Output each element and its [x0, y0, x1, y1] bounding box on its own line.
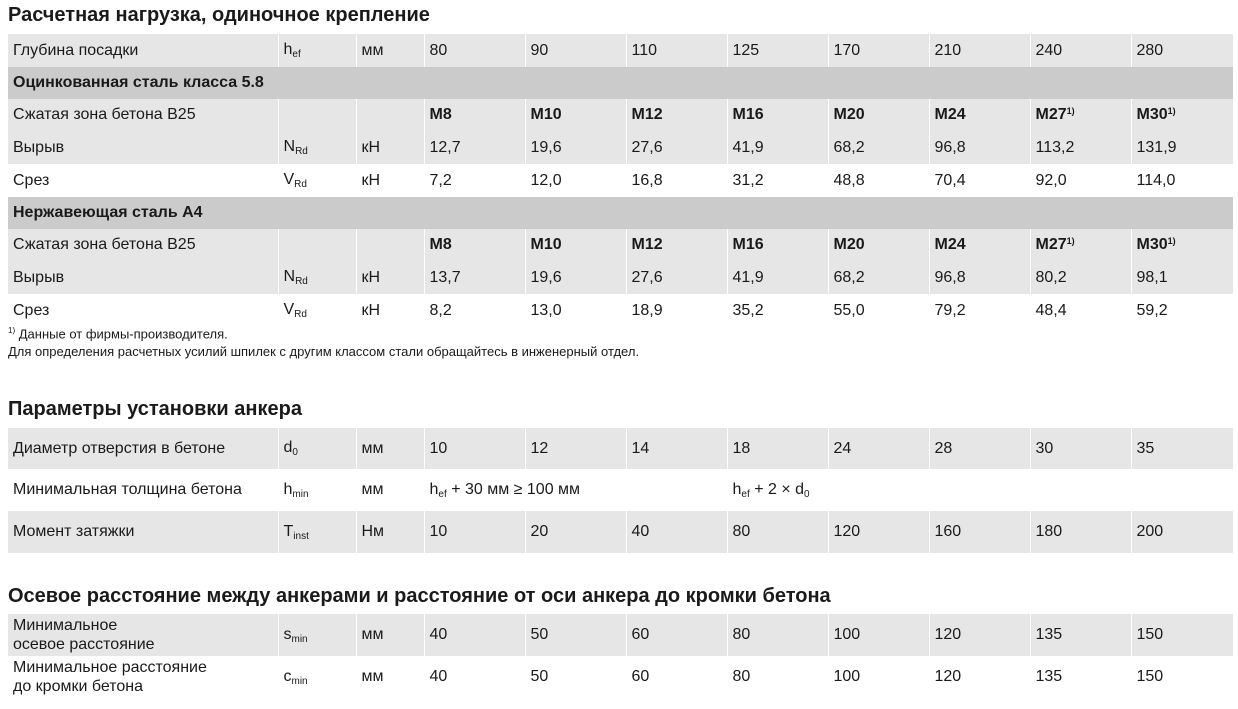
size-cell: M24	[929, 229, 1030, 261]
unit: кН	[356, 164, 424, 197]
thickness-row	[8, 469, 1233, 511]
cell: 59,2	[1131, 294, 1233, 327]
row-label: Вырыв	[8, 261, 278, 294]
cell: 80	[727, 511, 828, 553]
row-label: Минимальное осевое расстояние	[8, 614, 278, 656]
cell: 35,2	[727, 294, 828, 327]
cell: 200	[1131, 511, 1233, 553]
cell: 114,0	[1131, 164, 1233, 197]
formula-cell: $h_{ef} + 30$ мм ≥ 100 мм	[424, 469, 727, 511]
cell: 19,6	[525, 131, 626, 164]
note: Для определения расчетных усилий шпилек с другим классом стали обращайтесь в инженерный отдел.	[8, 344, 640, 359]
cell: 10	[424, 428, 525, 469]
symbol: $N_{Rd}$	[278, 131, 356, 164]
cell: 150	[1131, 614, 1233, 656]
footnote-mark: 1)	[1066, 236, 1075, 246]
section-header-galvanized	[8, 67, 1233, 99]
cell: 80	[727, 656, 828, 698]
row-label: Минимальное расстояние до кромки бетона	[8, 656, 278, 698]
cell: 68,2	[828, 131, 929, 164]
cell: 40	[424, 614, 525, 656]
cell: 80,2	[1030, 261, 1131, 294]
footnote-mark: 1)	[1167, 236, 1176, 246]
cell: 12	[525, 428, 626, 469]
row-label: Момент затяжки	[8, 511, 278, 553]
cell: 113,2	[1030, 131, 1131, 164]
cell: 120	[828, 511, 929, 553]
cell: 16,8	[626, 164, 727, 197]
size-cell: M27$^{1)}$	[1030, 99, 1131, 131]
cell: 18,9	[626, 294, 727, 327]
unit: мм	[356, 469, 424, 511]
cell: 35	[1131, 428, 1233, 469]
size-cell: M10	[525, 229, 626, 261]
cell: 60	[626, 614, 727, 656]
row-label: Срез	[8, 164, 278, 197]
size-cell: M30$^{1)}$	[1131, 229, 1233, 261]
cell: 28	[929, 428, 1030, 469]
depth-row	[8, 34, 1233, 67]
symbol: $s_{min}$	[278, 614, 356, 656]
size-cell: M8	[424, 229, 525, 261]
load-table	[8, 34, 1233, 327]
footnote-mark: 1)	[1066, 106, 1075, 116]
row-label: Срез	[8, 294, 278, 327]
cell: 98,1	[1131, 261, 1233, 294]
formula-cell: $h_{ef} + 2 \times d_0$	[727, 469, 1233, 511]
unit: мм	[356, 428, 424, 469]
section-title-spacing: Осевое расстояние между анкерами и расстояние от оси анкера до кромки бетона	[8, 585, 831, 607]
edge-row	[8, 656, 1233, 698]
row-label: Вырыв	[8, 131, 278, 164]
symbol: $N_{Rd}$	[278, 261, 356, 294]
symbol	[278, 99, 356, 131]
unit: кН	[356, 294, 424, 327]
unit: Нм	[356, 511, 424, 553]
cell: 48,8	[828, 164, 929, 197]
pull-row-galvanized	[8, 131, 1233, 164]
unit: кН	[356, 261, 424, 294]
size-cell: M8	[424, 99, 525, 131]
unit: мм	[356, 614, 424, 656]
cell: 135	[1030, 614, 1131, 656]
cell: 27,6	[626, 261, 727, 294]
torque-row	[8, 511, 1233, 553]
unit	[356, 99, 424, 131]
spacing-table	[8, 614, 1233, 698]
cell: 92,0	[1030, 164, 1131, 197]
size-cell: M30$^{1)}$	[1131, 99, 1233, 131]
cell: 80	[424, 34, 525, 67]
cell: 180	[1030, 511, 1131, 553]
cell: 27,6	[626, 131, 727, 164]
row-label: Минимальная толщина бетона	[8, 469, 278, 511]
unit: мм	[356, 34, 424, 67]
size-cell: M20	[828, 99, 929, 131]
cell: 110	[626, 34, 727, 67]
size-cell: M16	[727, 229, 828, 261]
cell: 80	[727, 614, 828, 656]
cell: 55,0	[828, 294, 929, 327]
footnote: $^{1)}$ Данные от фирмы-производителя.	[8, 326, 228, 342]
size-cell: M27$^{1)}$	[1030, 229, 1131, 261]
row-label: Глубина посадки	[8, 34, 278, 67]
row-label: Сжатая зона бетона В25	[8, 99, 278, 131]
cell: 120	[929, 614, 1030, 656]
symbol: $h_{ef}$	[278, 34, 356, 67]
cell: 41,9	[727, 131, 828, 164]
cell: 48,4	[1030, 294, 1131, 327]
cell: 100	[828, 614, 929, 656]
cell: 31,2	[727, 164, 828, 197]
hole-row	[8, 428, 1233, 469]
section-title-load: Расчетная нагрузка, одиночное крепление	[8, 4, 430, 26]
section-title-install: Параметры установки анкера	[8, 398, 302, 420]
cell: 41,9	[727, 261, 828, 294]
cell: 79,2	[929, 294, 1030, 327]
cell: 40	[424, 656, 525, 698]
cell: 60	[626, 656, 727, 698]
cell: 20	[525, 511, 626, 553]
cell: 50	[525, 656, 626, 698]
symbol: $V_{Rd}$	[278, 164, 356, 197]
symbol: $T_{inst}$	[278, 511, 356, 553]
size-cell: M24	[929, 99, 1030, 131]
shear-row-stainless	[8, 294, 1233, 327]
symbol: $c_{min}$	[278, 656, 356, 698]
cell: 24	[828, 428, 929, 469]
size-cell: M16	[727, 99, 828, 131]
cell: 30	[1030, 428, 1131, 469]
row-label: Диаметр отверстия в бетоне	[8, 428, 278, 469]
cell: 210	[929, 34, 1030, 67]
size-cell: M12	[626, 229, 727, 261]
cell: 18	[727, 428, 828, 469]
cell: 135	[1030, 656, 1131, 698]
cell: 19,6	[525, 261, 626, 294]
cell: 13,7	[424, 261, 525, 294]
cell: 120	[929, 656, 1030, 698]
spacing-row	[8, 614, 1233, 656]
cell: 68,2	[828, 261, 929, 294]
symbol: $d_0$	[278, 428, 356, 469]
size-cell: M20	[828, 229, 929, 261]
size-cell: M12	[626, 99, 727, 131]
cell: 14	[626, 428, 727, 469]
cell: 10	[424, 511, 525, 553]
cell: 50	[525, 614, 626, 656]
cell: 70,4	[929, 164, 1030, 197]
footnote-mark: 1)	[1167, 106, 1176, 116]
section-header-stainless	[8, 197, 1233, 229]
cell: 12,7	[424, 131, 525, 164]
section-header-label: Нержавеющая сталь A4	[8, 197, 1233, 229]
cell: 170	[828, 34, 929, 67]
cell: 100	[828, 656, 929, 698]
unit	[356, 229, 424, 261]
cell: 150	[1131, 656, 1233, 698]
cell: 12,0	[525, 164, 626, 197]
cell: 90	[525, 34, 626, 67]
cell: 96,8	[929, 261, 1030, 294]
zone-row-galvanized	[8, 99, 1233, 131]
cell: 8,2	[424, 294, 525, 327]
zone-row-stainless	[8, 229, 1233, 261]
unit: мм	[356, 656, 424, 698]
install-table	[8, 428, 1233, 553]
cell: 125	[727, 34, 828, 67]
pull-row-stainless	[8, 261, 1233, 294]
symbol: $V_{Rd}$	[278, 294, 356, 327]
section-header-label: Оцинкованная сталь класса 5.8	[8, 67, 1233, 99]
cell: 7,2	[424, 164, 525, 197]
unit: кН	[356, 131, 424, 164]
symbol: $h_{min}$	[278, 469, 356, 511]
cell: 40	[626, 511, 727, 553]
cell: 280	[1131, 34, 1233, 67]
cell: 240	[1030, 34, 1131, 67]
cell: 13,0	[525, 294, 626, 327]
cell: 131,9	[1131, 131, 1233, 164]
symbol	[278, 229, 356, 261]
cell: 160	[929, 511, 1030, 553]
row-label: Сжатая зона бетона В25	[8, 229, 278, 261]
cell: 96,8	[929, 131, 1030, 164]
size-cell: M10	[525, 99, 626, 131]
shear-row-galvanized	[8, 164, 1233, 197]
